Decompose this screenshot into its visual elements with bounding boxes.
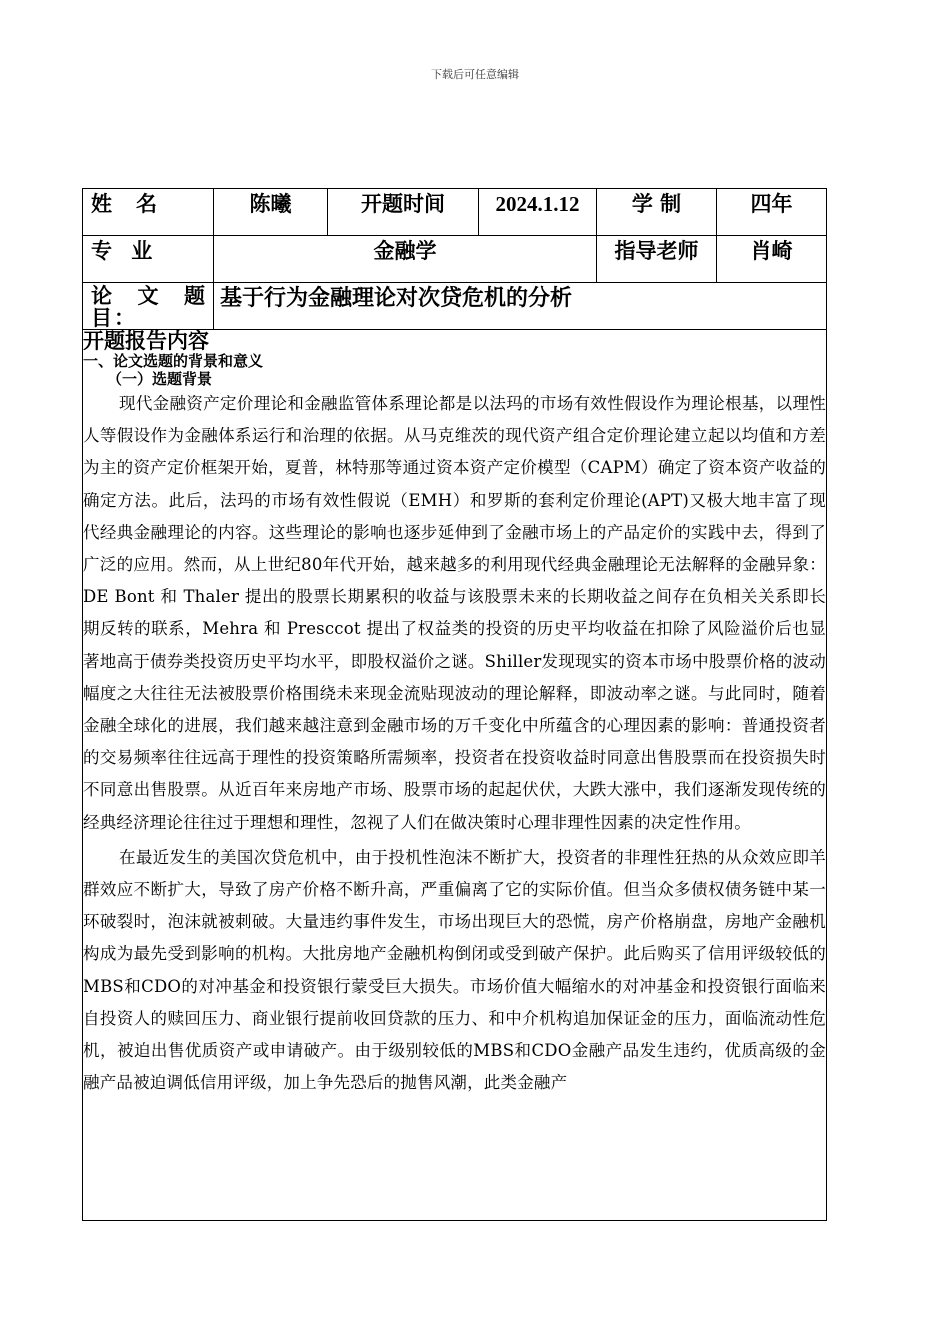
time-label-cell — [328, 189, 479, 236]
section-heading: 一、论文选题的背景和意义 — [83, 352, 264, 370]
advisor-label: 指导老师 — [614, 238, 699, 263]
report-content-cell — [83, 330, 827, 1221]
major-label: 专 业 — [91, 238, 159, 263]
system-value: 四年 — [750, 191, 793, 216]
title-label — [83, 283, 213, 329]
name-label: 姓名 — [91, 191, 181, 216]
title-value-cell — [214, 283, 827, 330]
info-table — [82, 188, 827, 1221]
name-value: 陈曦 — [249, 191, 292, 216]
content-heading: 开题报告内容 — [83, 328, 209, 353]
paragraph-1: 现代金融资产定价理论和金融监管体系理论都是以法玛的市场有效性假设作为理论根基，以理性人等假设作为金融体系运行和治理的依据。从马克维茨的现代资产组合定价理论建立起以均值和方差为主的资产定价框架开始，夏普，林特那等通过资本资产定价模型（CAPM）确定了资本资产收益的确定方法。此后，法玛的市场有效性假说（EMH）和罗斯的套利定价理论(APT)又极大地丰富了现代经典金融理论的内容。这些理论的影响也逐步延伸到了金融市场上的产品定价的实践中去，得到了广泛的应用。然而，从上世纪80年代开始，越来越多的利用现代经典金融理论无法解释的金融异象：DE Bont 和 Thaler 提出的股票长期累积的收益与该股票未来的长期收益之间存在负相关关系即长期反转的联系，Mehra 和 Presccot 提出了权益类的投资的历史平均收益在扣除了风险溢价后也显著地高于债券类投资历史平均水平，即股权溢价之谜。Shiller发现现实的资本市场中股票价格的波动幅度之大往往无法被股票价格围绕未来现金流贴现波动的理论解释，即波动率之谜。与此同时，随着金融全球化的进展，我们越来越注意到金融市场的万千变化中所蕴含的心理因素的影响：普通投资者的交易频率往往远高于理性的投资策略所需频率，投资者在投资收益时同意出售股票而在投资损失时不同意出售股票。从近百年来房地产市场、股票市场的起起伏伏，大跌大涨中，我们逐渐发现传统的经典经济理论往往过于理想和理性，忽视了人们在做决策时心理非理性因素的决定性作用。 — [83, 394, 826, 832]
title-label-line2: 目： — [91, 305, 137, 330]
major-value: 金融学 — [373, 238, 437, 263]
advisor-value: 肖崎 — [750, 238, 793, 263]
name-label-cell — [83, 189, 214, 236]
system-label-cell — [597, 189, 717, 236]
thesis-title: 基于行为金融理论对次贷危机的分析 — [220, 285, 573, 311]
title-label-cell — [83, 283, 214, 330]
advisor-value-cell — [717, 236, 827, 283]
download-note: 下载后可任意编辑 — [431, 68, 519, 81]
subsection-heading: （一）选题背景 — [107, 370, 213, 388]
system-label: 学 制 — [631, 191, 682, 216]
paragraph-2: 在最近发生的美国次贷危机中，由于投机性泡沫不断扩大，投资者的非理性狂热的从众效应即羊群效应不断扩大，导致了房产价格不断升高，严重偏离了它的实际价值。但当众多债权债务链中某一环破裂时，泡沫就被刺破。大量违约事件发生，市场出现巨大的恐慌，房产价格崩盘，房地产金融机构成为最先受到影响的机构。大批房地产金融机构倒闭或受到破产保护。此后购买了信用评级较低的MBS和CDO的对冲基金和投资银行蒙受巨大损失。市场价值大幅缩水的对冲基金和投资银行面临来自投资人的赎回压力、商业银行提前收回贷款的压力、和中介机构追加保证金的压力，面临流动性危机，被迫出售优质资产或申请破产。由于级别较低的MBS和CDO金融产品发生违约，优质高级的金融产品被迫调低信用评级，加上争先恐后的抛售风潮，此类金融产 — [83, 847, 826, 1093]
advisor-label-cell — [597, 236, 717, 283]
major-label-cell — [83, 236, 214, 283]
system-value-cell — [717, 189, 827, 236]
proposal-form — [82, 188, 826, 1221]
time-value: 2024.1.12 — [495, 192, 580, 216]
time-label: 开题时间 — [361, 191, 445, 216]
title-label-line1: 论文题 — [91, 283, 207, 308]
major-value-cell — [214, 236, 597, 283]
time-value-cell — [479, 189, 597, 236]
name-value-cell — [214, 189, 328, 236]
